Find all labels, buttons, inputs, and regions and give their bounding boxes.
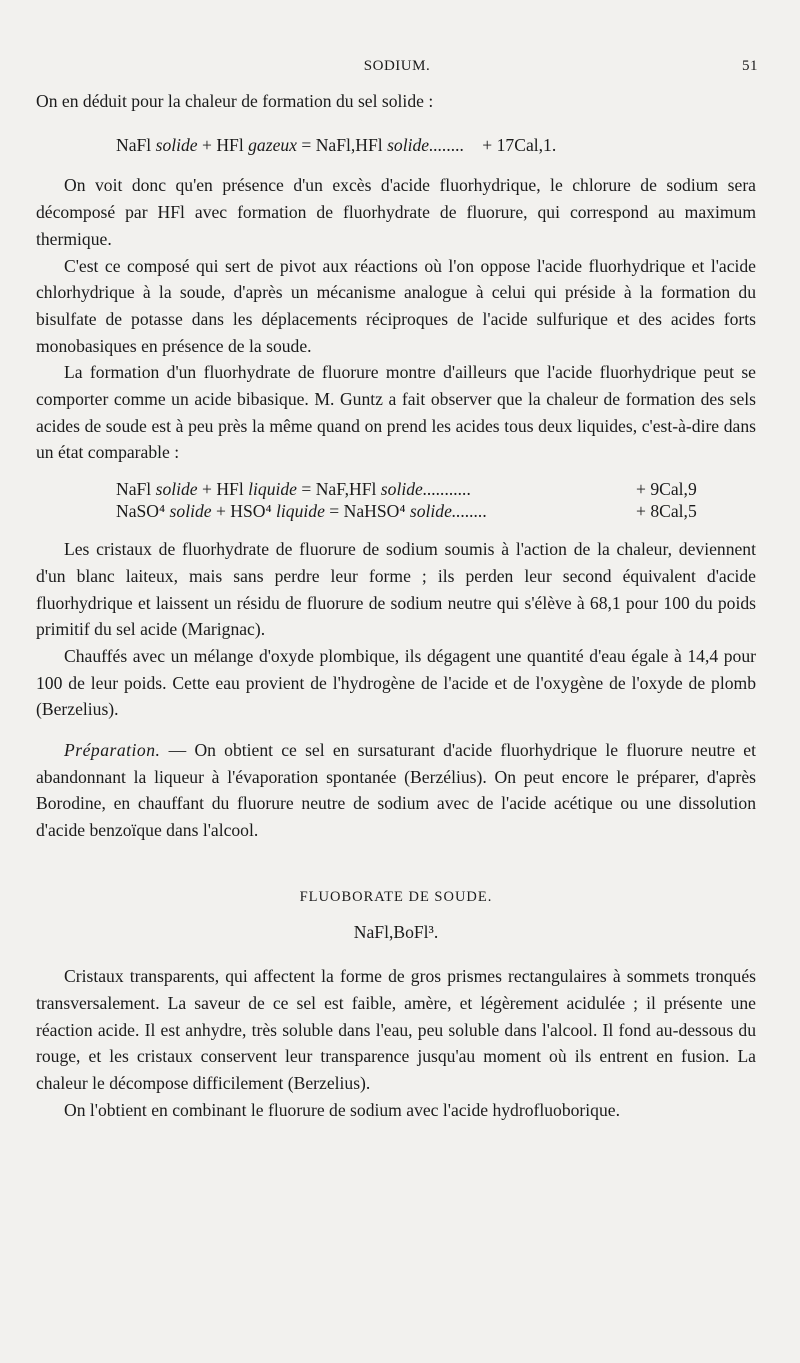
paragraph-2: On voit donc qu'en présence d'un excès d'acide fluorhydrique, le chlorure de sodium sera décomposé par HFl avec formation de fluorhydrate de fluorure, qui correspond au maximum thermique.	[36, 175, 756, 249]
paragraph-3: C'est ce composé qui sert de pivot aux réactions où l'on oppose l'acide fluorhydrique et l'acide chlorhydrique à la soude, d'après un mécanisme analogue à celui qui préside à la formation du bisulfate de potasse dans les déplacements réciproques de l'acide sulfurique et des acides forts monobasiques en présence de la soude.	[36, 255, 756, 356]
paragraph-6: Chauffés avec un mélange d'oxyde plombique, ils dégagent une quantité d'eau égale à 14,4 pour 100 de leur poids. Cette eau provient de l'hydrogène de l'acide et de l'oxygène de l'oxyde de plomb (Berzelius).	[36, 645, 756, 720]
eq1-value: + 17Cal,1.	[482, 134, 557, 155]
eq1-state-c: solide	[387, 134, 430, 155]
eq1-state-a: solide	[155, 134, 198, 155]
eq3-dots: ........	[451, 501, 488, 522]
eq3-state-b: liquide	[276, 501, 325, 522]
eq2-state-a: solide	[155, 479, 198, 500]
eq3-term-a: NaSO⁴	[116, 501, 170, 522]
section-formula: NaFl,BoFl³.	[353, 921, 439, 942]
eq2-state-b: liquide	[248, 479, 297, 500]
eq1-text	[116, 132, 464, 159]
eq3-state-a: solide	[169, 501, 212, 522]
eq2-product: = NaF,HFl	[297, 479, 381, 500]
preparation-heading: Préparation.	[64, 740, 161, 761]
eq1-term-b: + HFl	[197, 134, 249, 155]
paragraph-8: Cristaux transparents, qui affectent la forme de gros prismes rectangulaires à sommets tronqués transversalement. La saveur de ce sel est faible, amère, et légèrement acidulée ; il présente une réaction acide. Il est anhydre, très soluble dans l'eau, peu soluble dans l'alcool. Il fond au-dessous du rouge, et les cristaux conservent leur transparence jusqu'au moment où ils entrent en fusion. La chaleur le décompose difficilement (Berzelius).	[36, 966, 756, 1094]
eq3-product: = NaHSO⁴	[324, 501, 410, 522]
eq1-term-a: NaFl	[116, 134, 156, 155]
running-head	[36, 58, 758, 82]
body-text	[36, 88, 756, 1124]
eq3-text	[116, 500, 626, 522]
paragraph-4: La formation d'un fluorhydrate de fluorure montre d'ailleurs que l'acide fluorhydrique peut se comporter comme un acide bibasique. M. Guntz a fait observer que la chaleur de formation des sels acides de soude est à peu près la même quand on prend les acides tous deux liquides, c'est-à-dire dans un état comparable :	[36, 362, 756, 463]
page-header-title: SODIUM.	[363, 58, 431, 74]
equation-3	[36, 500, 756, 536]
eq1-dots: ........	[429, 134, 465, 155]
eq2-state-c: solide	[380, 479, 423, 500]
eq1-state-b: gazeux	[248, 134, 297, 155]
paragraph-5: Les cristaux de fluorhydrate de fluorure de sodium soumis à l'action de la chaleur, deviennent d'un blanc laiteux, mais sans perdre leur forme ; ils perden leur second équivalent d'acide fluorhydrique et laissent un résidu de fluorure de sodium neutre qui s'élève à 68,1 pour 100 du poids primitif du sel acide (Marignac).	[36, 539, 756, 640]
preparation-text: — On obtient ce sel en sursaturant d'acide fluorhydrique le fluorure neutre et abandonnant la liqueur à l'évaporation spontanée (Berzélius). On peut encore le préparer, d'après Borodine, en chauffant du fluorure neutre de sodium avec de l'acide acétique ou une dissolution d'acide benzoïque dans l'alcool.	[36, 740, 756, 841]
paragraph-1: On en déduit pour la chaleur de formation du sel solide :	[36, 91, 434, 111]
equation-2	[36, 466, 756, 500]
paragraph-9: On l'obtient en combinant le fluorure de sodium avec l'acide hydrofluoborique.	[64, 1099, 620, 1120]
eq2-term-b: + HFl	[197, 479, 249, 500]
eq3-term-b: + HSO⁴	[211, 501, 277, 522]
eq2-dots: ...........	[422, 479, 472, 500]
eq3-value: + 8Cal,5	[636, 501, 697, 522]
eq2-term-a: NaFl	[116, 479, 156, 500]
eq1-product: = NaFl,HFl	[296, 134, 388, 155]
eq2-text	[116, 478, 626, 500]
eq3-state-c: solide	[409, 501, 452, 522]
paragraph-preparation	[36, 737, 756, 844]
section-title: FLUOBORATE DE SOUDE.	[299, 888, 493, 905]
eq2-value: + 9Cal,9	[636, 479, 697, 500]
equation-1	[36, 115, 756, 173]
page-number: 51	[742, 58, 758, 74]
